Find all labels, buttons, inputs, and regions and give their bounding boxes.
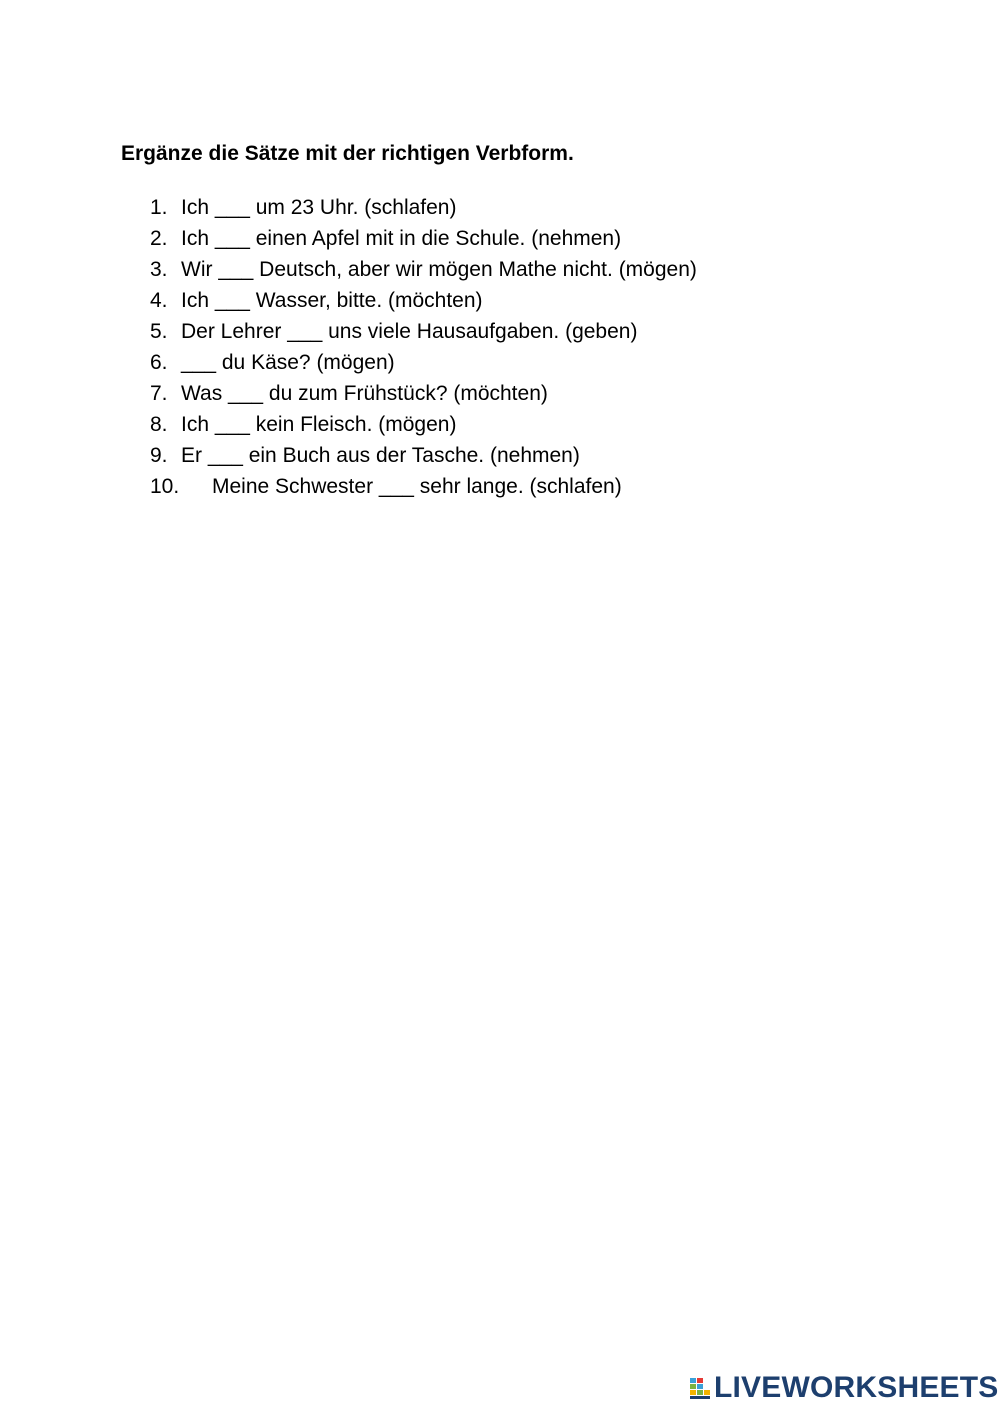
exercise-item-10 <box>150 471 697 502</box>
worksheet-instruction: Ergänze die Sätze mit der richtigen Verbform. <box>121 142 574 165</box>
item-number: 8. <box>150 413 168 436</box>
exercise-item-7 <box>150 378 697 409</box>
item-text: Was ___ du zum Frühstück? (möchten) <box>181 382 548 405</box>
item-text: Er ___ ein Buch aus der Tasche. (nehmen) <box>181 444 580 467</box>
item-number: 1. <box>150 196 168 219</box>
item-number: 6. <box>150 351 168 374</box>
item-text: Ich ___ Wasser, bitte. (möchten) <box>181 289 483 312</box>
item-text: Ich ___ kein Fleisch. (mögen) <box>181 413 457 436</box>
liveworksheets-brand <box>690 1372 999 1404</box>
exercise-item-2 <box>150 223 697 254</box>
item-text: Ich ___ um 23 Uhr. (schlafen) <box>181 196 457 219</box>
exercise-item-5 <box>150 316 697 347</box>
exercise-item-3 <box>150 254 697 285</box>
item-number: 5. <box>150 320 168 343</box>
item-number: 2. <box>150 227 168 250</box>
liveworksheets-logo-icon <box>690 1376 712 1400</box>
item-number: 9. <box>150 444 168 467</box>
item-number: 7. <box>150 382 168 405</box>
exercise-list <box>150 192 697 502</box>
item-text: Ich ___ einen Apfel mit in die Schule. (nehmen) <box>181 227 622 250</box>
item-text: Wir ___ Deutsch, aber wir mögen Mathe nicht. (mögen) <box>181 258 697 281</box>
exercise-item-9 <box>150 440 697 471</box>
exercise-item-8 <box>150 409 697 440</box>
exercise-item-6 <box>150 347 697 378</box>
exercise-item-4 <box>150 285 697 316</box>
item-text: ___ du Käse? (mögen) <box>181 351 395 374</box>
item-text: Der Lehrer ___ uns viele Hausaufgaben. (geben) <box>181 320 638 343</box>
exercise-item-1 <box>150 192 697 223</box>
item-text: Meine Schwester ___ sehr lange. (schlafen) <box>212 475 622 498</box>
item-number: 4. <box>150 289 168 312</box>
liveworksheets-wordmark: LIVEWORKSHEETS <box>714 1371 999 1404</box>
item-number: 10. <box>150 475 180 498</box>
item-number: 3. <box>150 258 168 281</box>
